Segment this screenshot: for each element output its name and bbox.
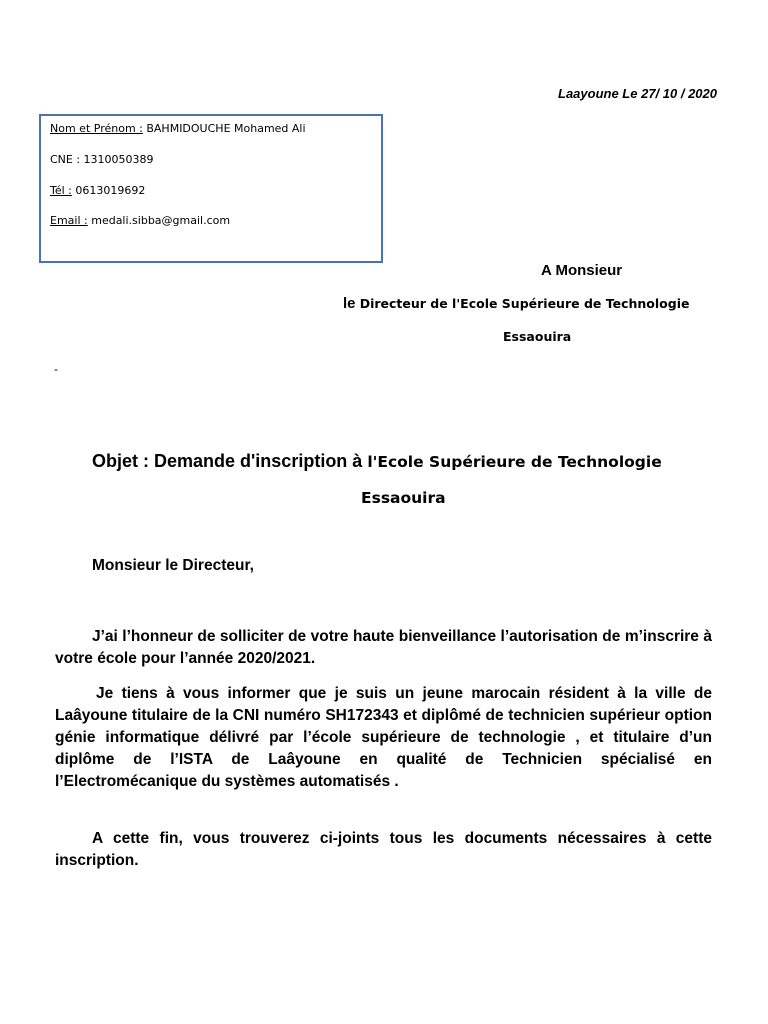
letter-date: Laayoune Le 27/ 10 / 2020	[558, 86, 717, 101]
sender-info-box	[39, 114, 383, 263]
paragraph-2: Je tiens à vous informer que je suis un jeune marocain résident à la ville de Laâyoune titulaire de la CNI numéro SH172343 et diplômé de technicien supérieur option génie informatique délivré par l’école supérieure de technologie , et titulaire d’un diplôme de l’ISTA de Laâyoune en qualité de Technicien spécialisé en l’Electromécanique du systèmes automatisés .	[55, 685, 712, 790]
sender-email-line	[50, 214, 230, 227]
dash-marker: -	[54, 362, 58, 376]
sender-name-value: BAHMIDOUCHE Mohamed Ali	[142, 122, 306, 135]
sender-name-label: Nom et Prénom :	[50, 122, 143, 135]
sender-tel-line	[50, 184, 145, 197]
subject-prefix: Objet : Demande d'inscription à	[92, 451, 368, 471]
sender-tel-label: Tél :	[50, 184, 72, 197]
sender-cne-label: CNE :	[50, 153, 81, 166]
sender-cne-line	[50, 153, 154, 166]
recipient-line-2-prefix: le	[343, 295, 360, 312]
paragraph-3: A cette fin, vous trouverez ci-joints tous les documents nécessaires à cette inscription.	[55, 830, 712, 869]
recipient-line-2-rest: Directeur de l'Ecole Supérieure de Technologie	[359, 296, 690, 311]
sender-name-line	[50, 122, 306, 135]
subject-line	[92, 451, 662, 472]
recipient-line-3: Essaouira	[503, 329, 572, 344]
subject-rest: l'Ecole Supérieure de Technologie	[367, 453, 662, 471]
salutation: Monsieur le Directeur,	[92, 557, 254, 574]
sender-tel-value: 0613019692	[71, 184, 146, 197]
sender-email-label: Email :	[50, 214, 88, 227]
recipient-line-2	[343, 295, 689, 312]
sender-email-value: medali.sibba@gmail.com	[87, 214, 231, 227]
paragraph-1: J’ai l’honneur de solliciter de votre haute bienveillance l’autorisation de m’inscrire à votre école pour l’année 2020/2021.	[55, 628, 712, 667]
subject-line-2: Essaouira	[361, 489, 446, 507]
recipient-line-1: A Monsieur	[541, 262, 623, 279]
sender-cne-value: 1310050389	[80, 153, 154, 166]
